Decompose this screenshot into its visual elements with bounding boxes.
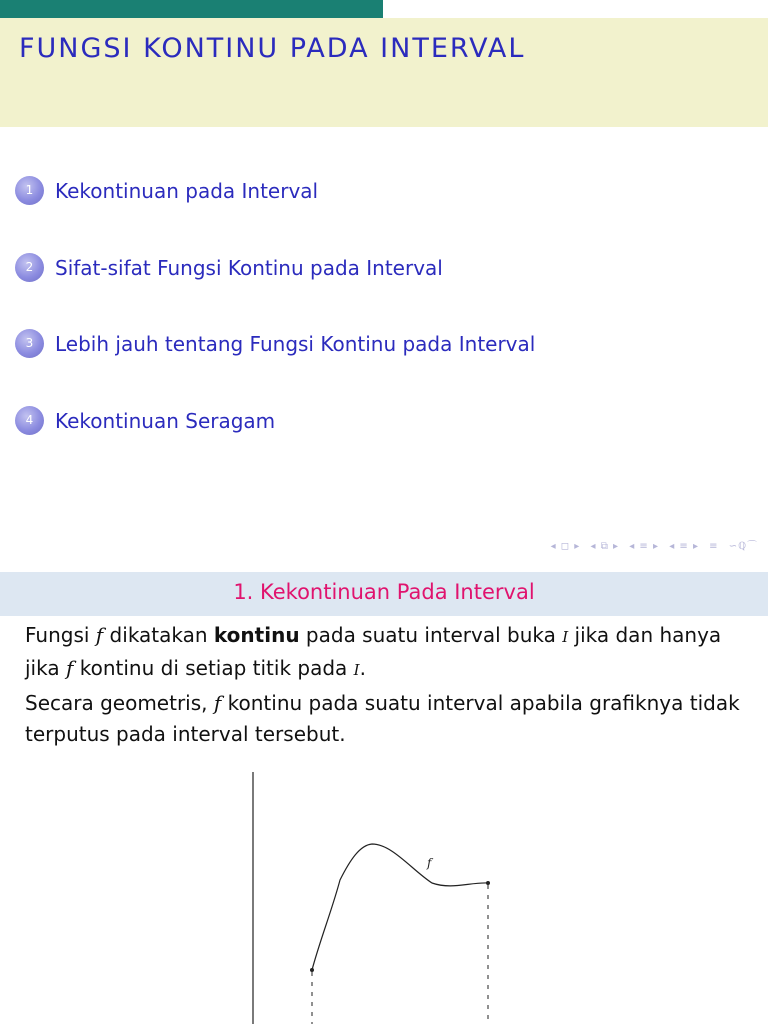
text: pada suatu interval buka bbox=[299, 623, 563, 647]
number-badge-icon: 1 bbox=[15, 176, 44, 205]
math-f: f bbox=[213, 691, 222, 715]
math-I: I bbox=[353, 661, 360, 679]
toc-item-label: Lebih jauh tentang Fungsi Kontinu pada Interval bbox=[55, 332, 536, 356]
toc-item-label: Kekontinuan Seragam bbox=[55, 409, 276, 433]
text: kontinu di setiap titik pada bbox=[73, 656, 354, 680]
text: dikatakan bbox=[103, 623, 214, 647]
nav-toc-icon[interactable]: ≡ bbox=[709, 541, 719, 552]
nav-section-icon[interactable]: ◂ ≡ ▸ bbox=[629, 541, 660, 552]
function-curve bbox=[312, 844, 488, 970]
number-badge-icon: 2 bbox=[15, 253, 44, 282]
top-accent-bar bbox=[0, 0, 383, 18]
toc-item-label: Sifat-sifat Fungsi Kontinu pada Interval bbox=[55, 256, 443, 280]
math-I: I bbox=[562, 628, 569, 646]
text: jika dan hanya jika bbox=[25, 623, 722, 680]
math-f: f bbox=[65, 656, 74, 680]
bold-term: kontinu bbox=[213, 623, 300, 647]
number-badge-icon: 3 bbox=[15, 329, 44, 358]
beamer-navigation-bar bbox=[545, 537, 758, 552]
text: Fungsi bbox=[25, 623, 96, 647]
number-badge-icon: 4 bbox=[15, 406, 44, 435]
text: Secara geometris, bbox=[25, 691, 214, 715]
nav-subsection-icon[interactable]: ◂ ⧉ ▸ bbox=[590, 541, 620, 552]
slide-title: FUNGSI KONTINU PADA INTERVAL bbox=[19, 33, 526, 64]
nav-search-icon[interactable]: ∽ℚ⌒ bbox=[728, 541, 758, 552]
math-f: f bbox=[95, 623, 104, 647]
slide-content bbox=[0, 560, 768, 1024]
text: . bbox=[359, 656, 366, 680]
curve-label: f bbox=[427, 856, 432, 870]
toc-item-label: Kekontinuan pada Interval bbox=[55, 179, 319, 203]
section-title: 1. Kekontinuan Pada Interval bbox=[233, 580, 535, 604]
left-endpoint bbox=[310, 968, 314, 972]
nav-subsection-list-icon[interactable]: ◂ ≡ ▸ bbox=[669, 541, 699, 552]
continuous-function-graph bbox=[0, 560, 768, 1024]
nav-frame-icon[interactable]: ◂ ◻ ▸ bbox=[550, 541, 581, 552]
right-endpoint bbox=[486, 881, 490, 885]
text: kontinu pada suatu interval apabila grafiknya tidak terputus pada interval tersebut. bbox=[25, 691, 740, 746]
